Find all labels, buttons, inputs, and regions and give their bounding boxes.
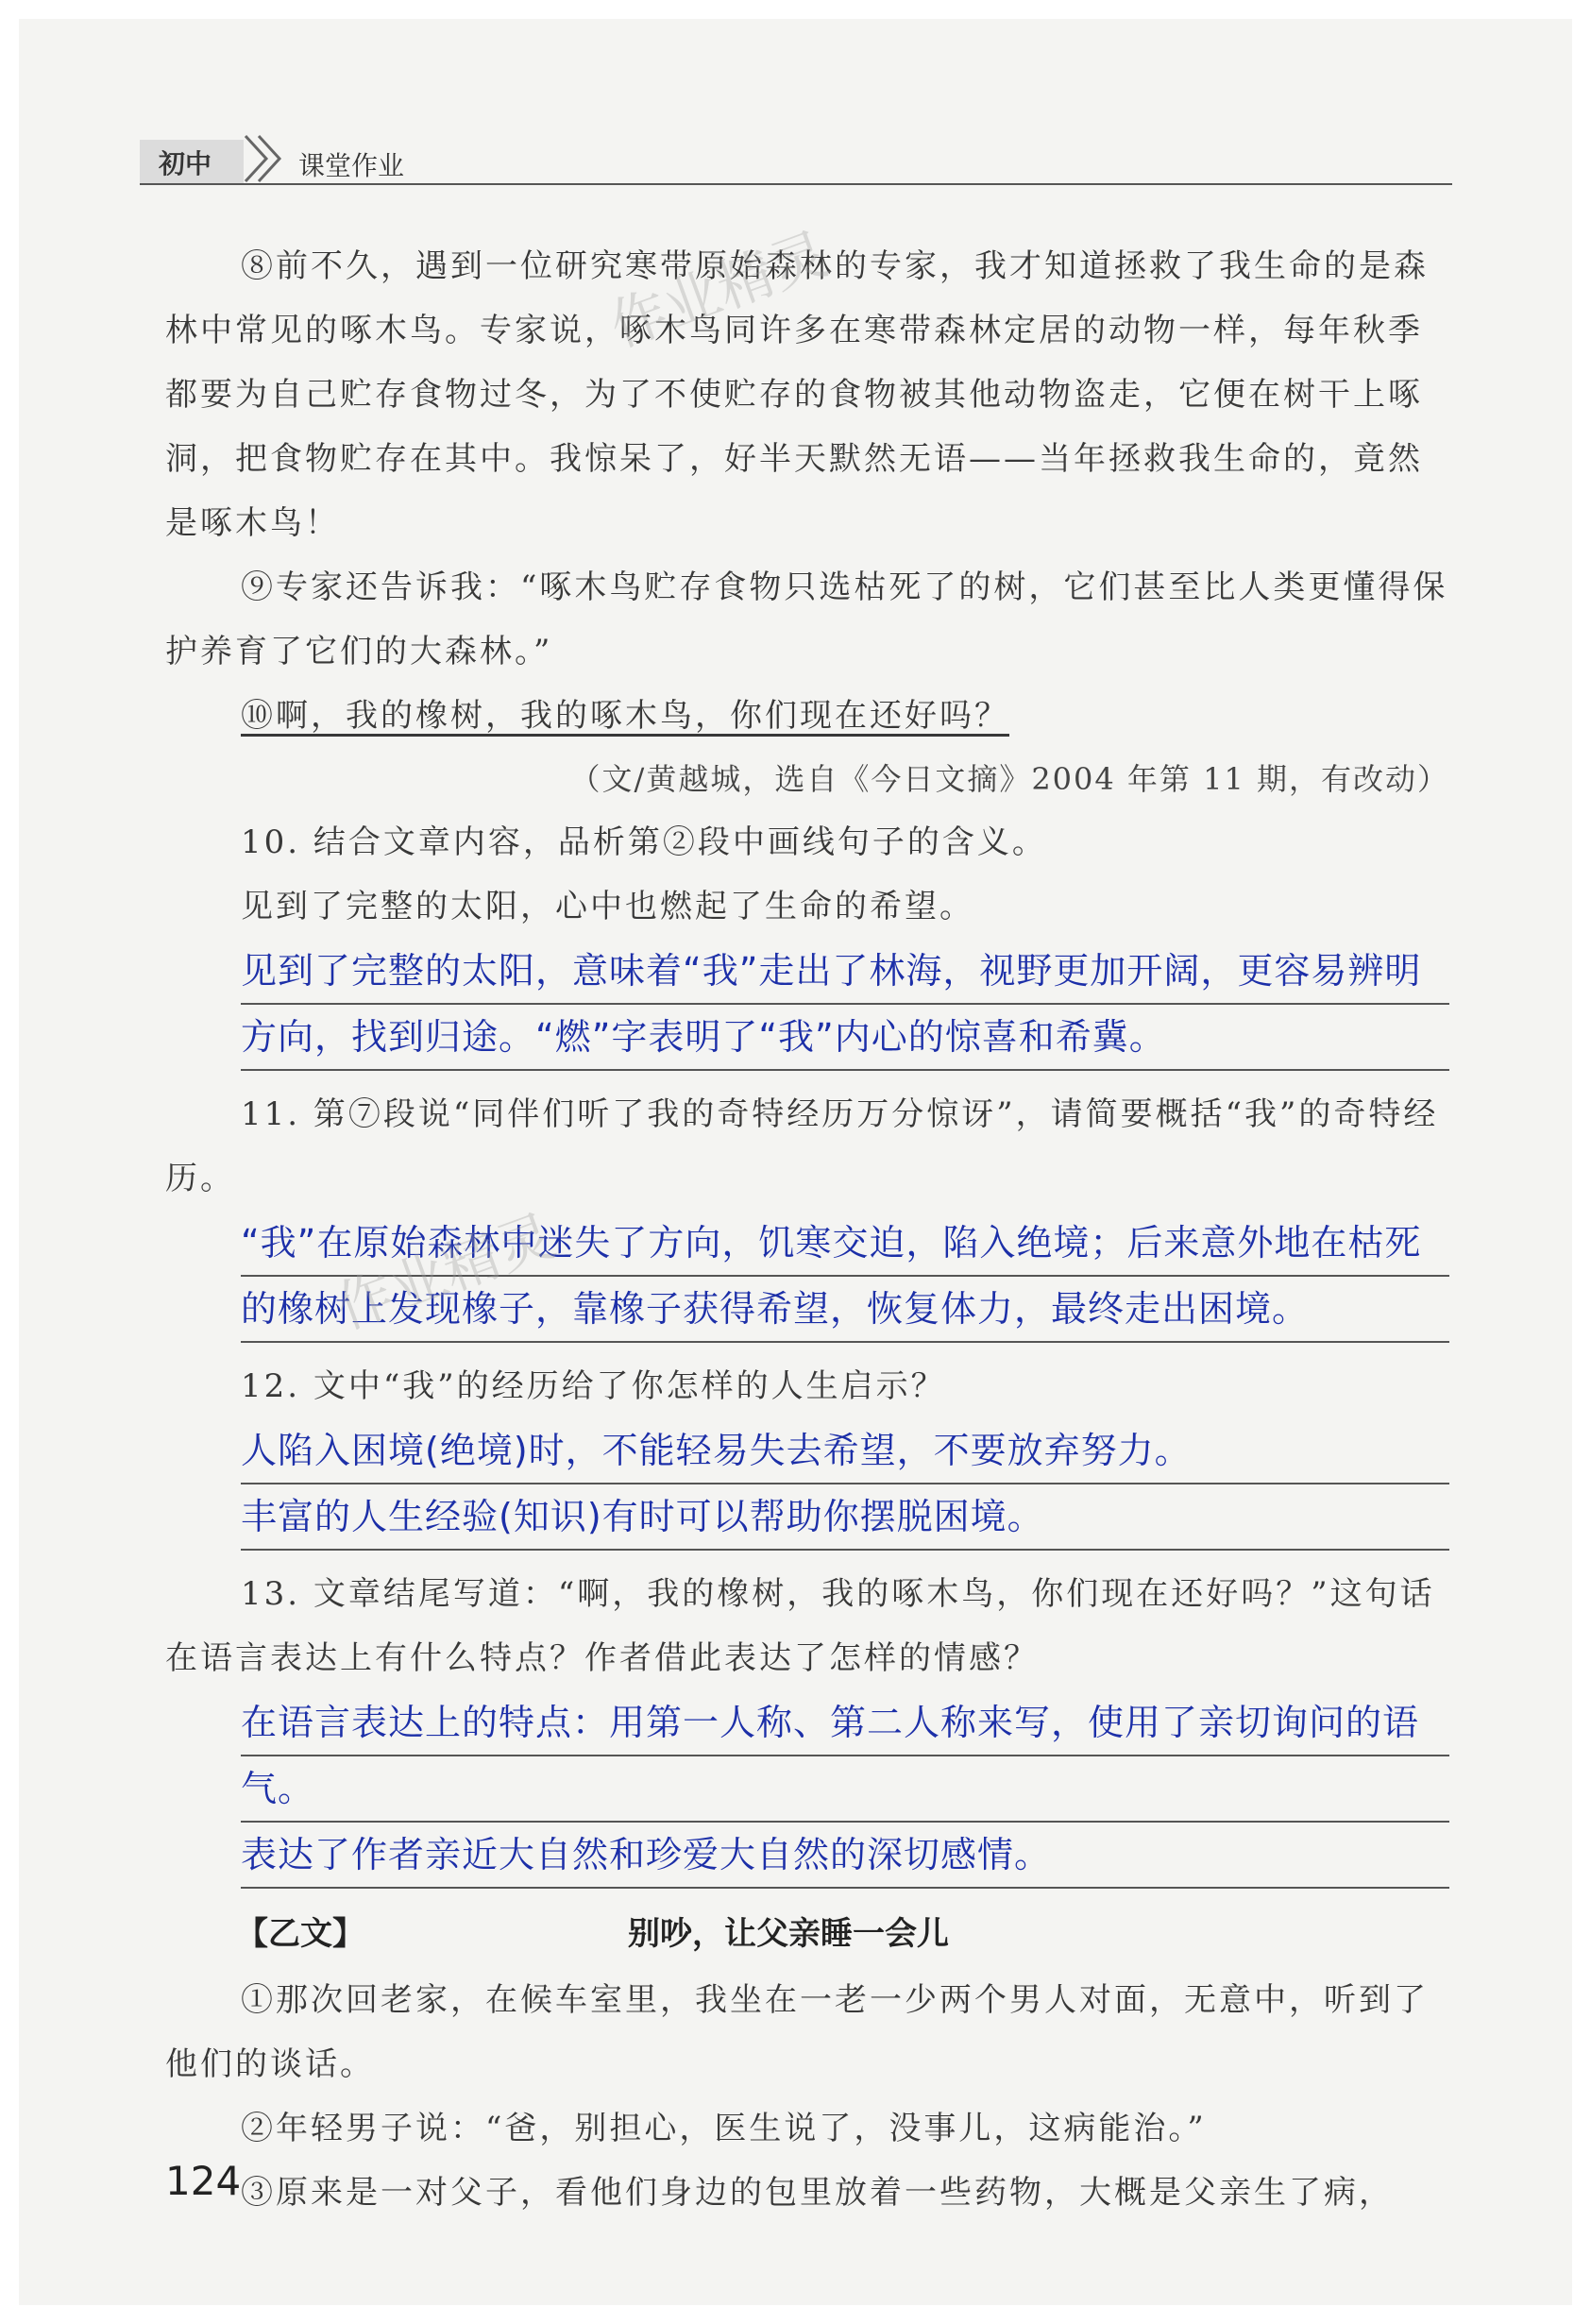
text-b-paragraph: ②年轻男子说：“爸，别担心，医生说了，没事儿，这病能治。” (241, 2110, 1207, 2147)
watermark: 作业精灵 (601, 220, 838, 361)
double-chevron-icon (234, 130, 291, 187)
source-citation: （文/黄越城，选自《今日文摘》2004 年第 11 期，有改动） (569, 761, 1449, 797)
answer-line: 方向，找到归途。“燃”字表明了“我”内心的惊喜和希冀。 (241, 1005, 1449, 1071)
text-b-paragraph: ①那次回老家，在候车室里，我坐在一老一少两个男人对面，无意中，听到了他们的谈话。 (165, 1981, 1429, 2083)
text-b-tag: 【乙文】 (236, 1915, 364, 1953)
answer-line: 丰富的人生经验(知识)有时可以帮助你摆脱困境。 (241, 1484, 1449, 1551)
question-11-prompt: 11. 第⑦段说“同伴们听了我的奇特经历万分惊讶”，请简要概括“我”的奇特经历。 (165, 1095, 1439, 1197)
question-10-quote: 见到了完整的太阳，心中也燃起了生命的希望。 (241, 888, 974, 925)
text-b-heading (165, 1900, 1449, 1968)
answer-line: 的橡树上发现橡子，靠橡子获得希望，恢复体力，最终走出困境。 (241, 1277, 1449, 1343)
underlined-sentence: ⑩啊，我的橡树，我的啄木鸟，你们现在还好吗？ (241, 697, 1009, 735)
watermark: 作业精灵 (327, 1202, 564, 1343)
answer-line: 见到了完整的太阳，意味着“我”走出了林海，视野更加开阔，更容易辨明 (241, 939, 1449, 1005)
question-13-prompt: 13. 文章结尾写道：“啊，我的橡树，我的啄木鸟，你们现在还好吗？”这句话在语言表达上有什么特点？作者借此表达了怎样的情感？ (165, 1575, 1435, 1677)
text-b-paragraph: ③原来是一对父子，看他们身边的包里放着一些药物，大概是父亲生了病， (241, 2174, 1394, 2212)
page-header (140, 132, 1452, 185)
page-number: 124 (165, 2158, 242, 2204)
question-10-prompt: 10. 结合文章内容，品析第②段中画线句子的含义。 (241, 823, 1047, 861)
question-12-prompt: 12. 文中“我”的经历给了你怎样的人生启示？ (241, 1367, 946, 1405)
answer-line: “我”在原始森林中迷失了方向，饥寒交迫，陷入绝境；后来意外地在枯死 (241, 1211, 1449, 1277)
answer-line: 表达了作者亲近大自然和珍爱大自然的深切感情。 (241, 1823, 1449, 1889)
header-level: 初中 (159, 148, 212, 179)
page-content (165, 234, 1449, 2225)
answer-line: 气。 (241, 1756, 1449, 1823)
header-title: 课堂作业 (298, 150, 405, 181)
answer-line: 在语言表达上的特点：用第一人称、第二人称来写，使用了亲切询问的语 (241, 1690, 1449, 1756)
passage-paragraph-9: ⑨专家还告诉我：“啄木鸟贮存食物只选枯死了的树，它们甚至比人类更懂得保护养育了它们的大森林。” (165, 568, 1448, 670)
passage-paragraph-10 (165, 684, 1449, 748)
header-rule (140, 183, 1452, 185)
passage-paragraph-8: ⑧前不久，遇到一位研究寒带原始森林的专家，我才知道拯救了我生命的是森林中常见的啄木鸟。专家说，啄木鸟同许多在寒带森林定居的动物一样，每年秋季都要为自己贮存食物过冬，为了不使贮存的食物被其他动物盗走，它便在树干上啄洞，把食物贮存在其中。我惊呆了，好半天默然无语——当年拯救我生命的，竟然是啄木鸟！ (165, 247, 1429, 542)
text-b-title: 别吵，让父亲睡一会儿 (628, 1915, 949, 1953)
answer-line: 人陷入困境(绝境)时，不能轻易失去希望，不要放弃努力。 (241, 1418, 1449, 1484)
